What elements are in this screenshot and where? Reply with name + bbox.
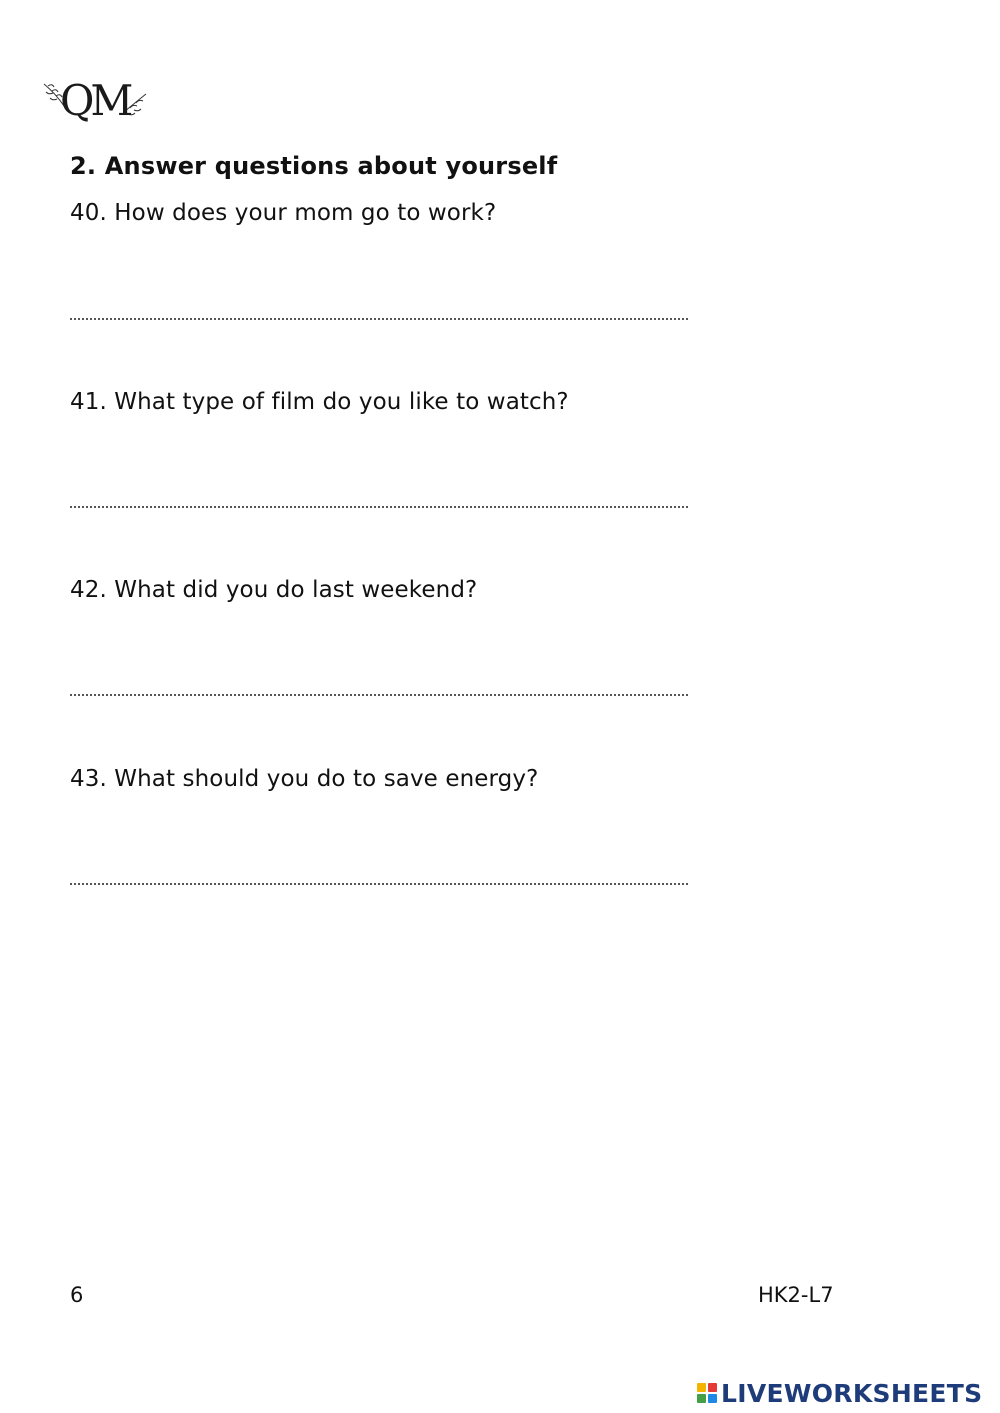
answer-line-41[interactable]: [70, 506, 688, 508]
logo-text: QM: [60, 76, 130, 125]
brand-name: LIVEWORKSHEETS: [721, 1378, 983, 1408]
page-number: 6: [70, 1283, 84, 1307]
worksheet-code: HK2-L7: [758, 1283, 834, 1307]
liveworksheets-logo-icon: [697, 1383, 717, 1403]
answer-line-43[interactable]: [70, 883, 688, 885]
answer-line-40[interactable]: [70, 318, 688, 320]
answer-line-42[interactable]: [70, 694, 688, 696]
question-43: 43. What should you do to save energy?: [70, 766, 539, 792]
qm-logo: [42, 72, 152, 132]
question-42: 42. What did you do last weekend?: [70, 577, 478, 603]
question-41: 41. What type of film do you like to watch?: [70, 389, 569, 415]
section-title: 2. Answer questions about yourself: [70, 152, 558, 180]
liveworksheets-brand: [697, 1378, 982, 1408]
question-40: 40. How does your mom go to work?: [70, 200, 497, 226]
